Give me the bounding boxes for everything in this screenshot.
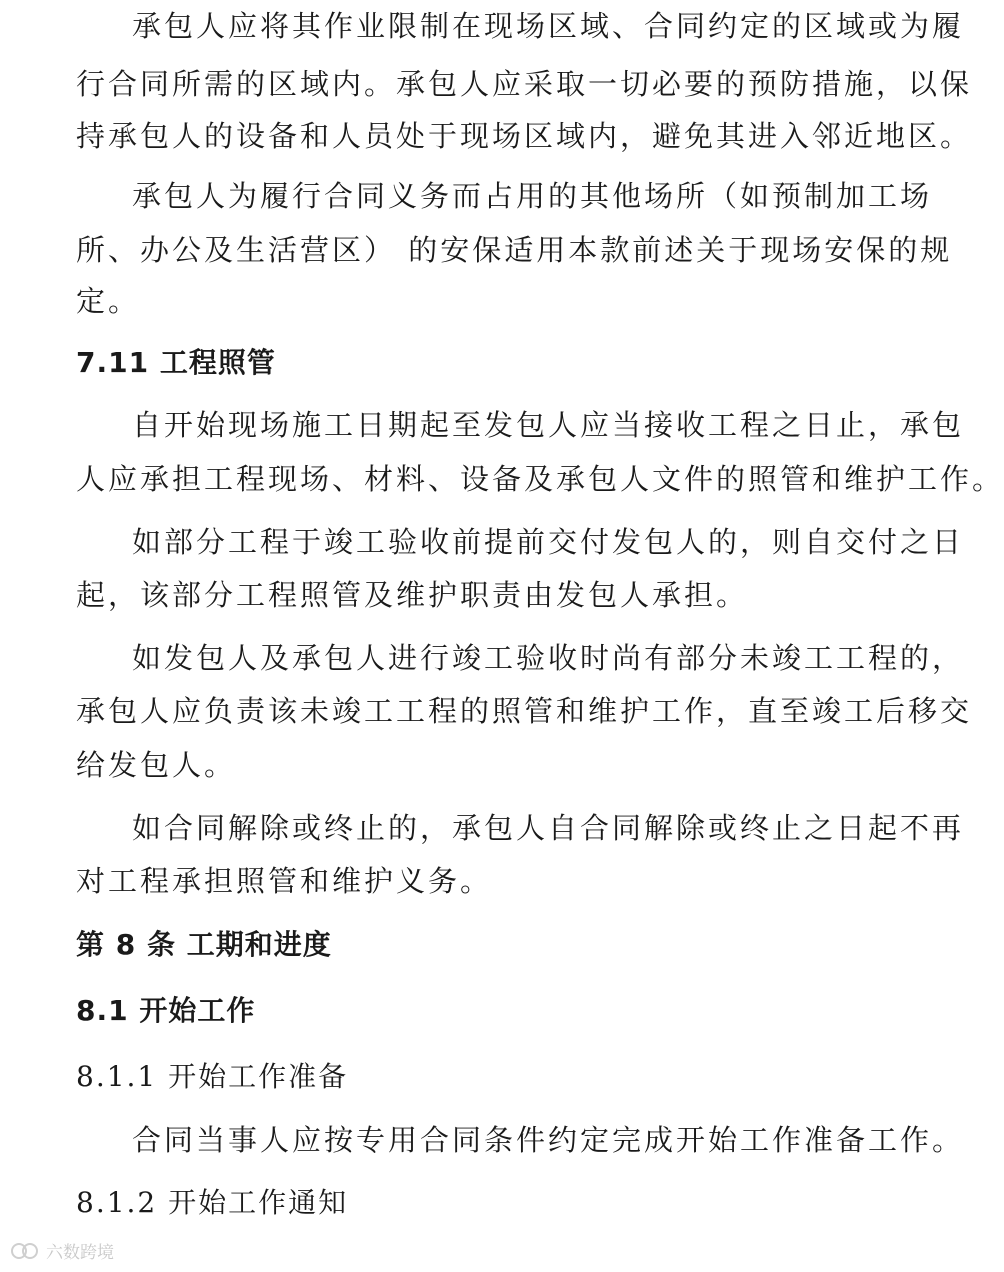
paragraph-line: 所、办公及生活营区） 的安保适用本款前述关于现场安保的规 xyxy=(76,233,953,267)
paragraph-line: 起，该部分工程照管及维护职责由发包人承担。 xyxy=(76,578,749,612)
paragraph-line: 如合同解除或终止的，承包人自合同解除或终止之日起不再 xyxy=(132,811,965,845)
paragraph-line: 人应承担工程现场、材料、设备及承包人文件的照管和维护工作。 xyxy=(76,462,1004,496)
paragraph-line: 承包人为履行合同义务而占用的其他场所（如预制加工场 xyxy=(132,179,933,213)
paragraph-line: 持承包人的设备和人员处于现场区域内，避免其进入邻近地区。 xyxy=(76,119,973,153)
section-heading-7-11: 7.11 工程照管 xyxy=(76,346,276,379)
paragraph-line: 承包人应将其作业限制在现场区域、合同约定的区域或为履 xyxy=(132,9,965,43)
paragraph-line: 对工程承担照管和维护义务。 xyxy=(76,864,493,898)
paragraph-line: 如发包人及承包人进行竣工验收时尚有部分未竣工工程的， xyxy=(132,641,965,675)
paragraph-line: 承包人应负责该未竣工工程的照管和维护工作，直至竣工后移交 xyxy=(76,694,973,728)
section-heading-8-1: 8.1 开始工作 xyxy=(76,994,256,1027)
watermark-text: 六数跨境 xyxy=(46,1243,114,1263)
watermark xyxy=(10,1238,114,1263)
paragraph-line: 自开始现场施工日期起至发包人应当接收工程之日止，承包 xyxy=(132,408,965,442)
subsection-heading-8-1-2: 8.1.2 开始工作通知 xyxy=(76,1186,349,1219)
paragraph-line: 行合同所需的区域内。承包人应采取一切必要的预防措施，以保 xyxy=(76,67,973,101)
paragraph-line: 如部分工程于竣工验收前提前交付发包人的，则自交付之日 xyxy=(132,525,965,559)
subsection-heading-8-1-1: 8.1.1 开始工作准备 xyxy=(76,1060,349,1093)
article-heading-8: 第 8 条 工期和进度 xyxy=(76,928,332,961)
watermark-logo-icon xyxy=(10,1241,40,1261)
paragraph-line: 定。 xyxy=(76,284,141,318)
paragraph-line: 给发包人。 xyxy=(76,748,237,782)
paragraph-line: 合同当事人应按专用合同条件约定完成开始工作准备工作。 xyxy=(132,1123,965,1157)
